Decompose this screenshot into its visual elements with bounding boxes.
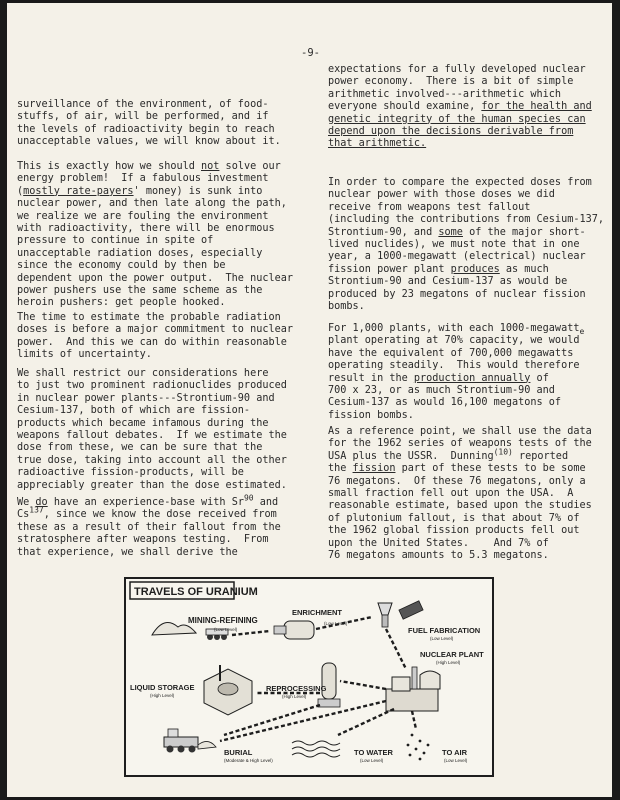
mining-label: MINING-REFINING — [188, 616, 258, 625]
right-paragraph-3: For 1,000 plants, with each 1000-megawatt$_e$ plant operating at 70% capacity, we would have the equivalent of 700,000 megawatts operating steadily. This would therefore result in the production annually of 700 x 23, or as much Strontium-90 and Cesium-137 as would 16,100 megatons of fission bombs. — [328, 323, 585, 421]
reprocessing-label: REPROCESSING — [266, 684, 327, 693]
left-paragraph-5: We do have an experience-base with Sr$^{90}$ and Cs$^{137}$, since we know the dose received from these as a result of their fallout from the stratosphere after weapons testing. From that experience, we shall derive the — [17, 493, 281, 558]
liquid-storage-sublabel: (High Level) — [150, 693, 175, 698]
travels-of-uranium-diagram — [124, 577, 494, 777]
nuclear-plant-sublabel: (High Level) — [436, 660, 461, 665]
figure-title: TRAVELS OF URANIUM — [134, 586, 258, 598]
liquid-storage-label: LIQUID STORAGE — [130, 683, 195, 692]
nuclear-plant-label: NUCLEAR PLANT — [420, 650, 484, 659]
fuel-fabrication-sublabel: (Low Level) — [430, 636, 454, 641]
burial-sublabel: (Moderate & High Level) — [224, 758, 273, 763]
document-page — [7, 3, 612, 797]
left-paragraph-4: We shall restrict our considerations here to just two prominent radionuclides produced in nuclear power plants---Strontium-90 and Cesium-137, both of which are fission- products which became infamous during the weapons fallout debates. If we estimate the dose from these, we can be sure that the true dose, taking into account all the other radioactive fission-products, will be appreciably greater than the dose estimated. — [17, 368, 287, 491]
water-label: TO WATER — [354, 748, 393, 757]
fuel-fabrication-label: FUEL FABRICATION — [408, 626, 481, 635]
left-paragraph-1: surveillance of the environment, of food- stuffs, of air, will be performed, and if the levels of radioactivity begin to reach unacceptable values, we will know about it. — [17, 99, 281, 148]
left-paragraph-2: This is exactly how we should not solve our energy problem! If a fabulous investment (mostly rate-payers' money) is sunk into nuclear power, and then late along the path, we realize we are fouling the environment with radioactivity, there will be enormous pressure to continue in spite of unacceptable radiation doses, especially since the economy could by then be dependent upon the power output. The nuclear power pushers use the same scheme as the heroin pushers: get people hooked. — [17, 161, 294, 309]
burial-label: BURIAL — [224, 748, 253, 757]
right-paragraph-1: expectations for a fully developed nuclear power economy. There is a bit of simple arithmetic involved---arithmetic which everyone should examine, for the health and genetic integrity of the human species can depend upon the decisions derivable from that arithmetic. — [328, 64, 592, 150]
air-label: TO AIR — [442, 748, 468, 757]
air-sublabel: (Low Level) — [444, 758, 468, 763]
enrichment-label: ENRICHMENT — [292, 608, 342, 617]
page-number: -9- — [301, 47, 320, 59]
water-sublabel: (Low Level) — [360, 758, 384, 763]
reprocessing-sublabel: (High Level) — [282, 694, 307, 699]
right-paragraph-2: In order to compare the expected doses from nuclear power with those doses we did receive from weapons test fallout (including the contributions from Cesium-137, Strontium-90, and some of the major short- lived nuclides), we must note that in one year, a 1000-megawatt (electrical) nuclear fission power plant produces as much Strontium-90 and Cesium-137 as would be produced by 23 megatons of nuclear fission bombs. — [328, 177, 605, 313]
left-paragraph-3: The time to estimate the probable radiation doses is before a major commitment to nuclear power. And this we can do within reasonable limits of uncertainty. — [17, 312, 294, 361]
enrichment-sublabel: (Low Level) — [324, 621, 348, 626]
right-paragraph-4: As a reference point, we shall use the data for the 1962 series of weapons tests of the USA plus the USSR. Dunning$^{(10)}$ reported the fission part of these tests to be some 76 megatons. Of these 76 megatons, only a small fraction fell out upon the USA. A reasonable estimate, based upon the studies of plutonium fallout, is that about 7% of the 1962 global fission products fell out upon the United States. And 7% of 76 megatons amounts to 5.3 megatons. — [328, 426, 592, 562]
mining-sublabel: (Low Level) — [214, 627, 238, 632]
